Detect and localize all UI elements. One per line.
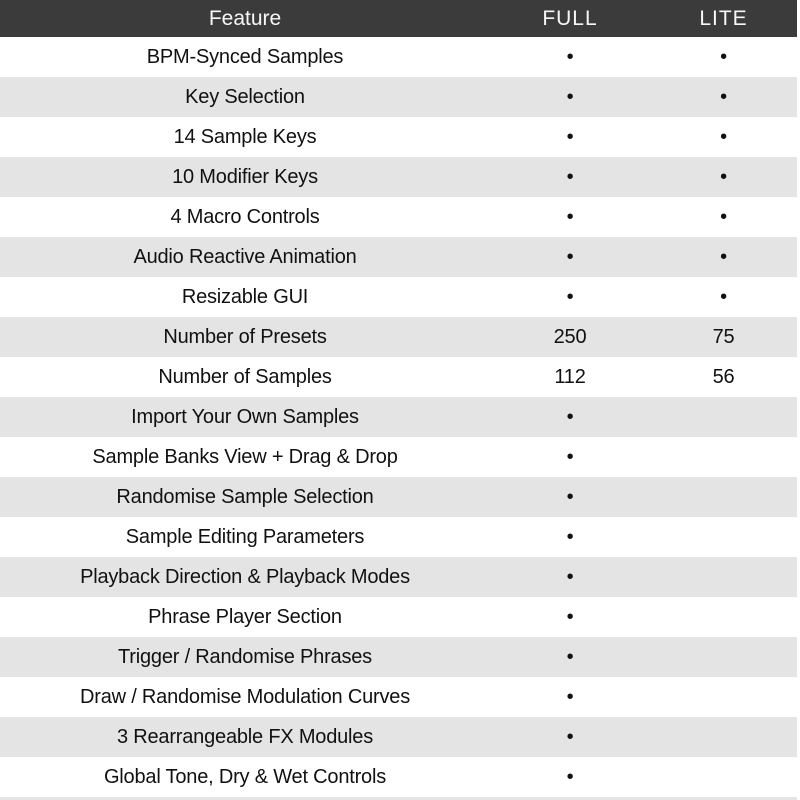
table-row — [0, 757, 797, 797]
table-row — [0, 117, 797, 157]
feature-label: Sample Editing Parameters — [125, 525, 365, 548]
feature-label: BPM-Synced Samples — [146, 45, 344, 68]
table-row — [0, 237, 797, 277]
feature-label: 3 Rearrangeable FX Modules — [116, 725, 374, 748]
lite-value: • — [720, 285, 727, 308]
lite-value: 56 — [712, 365, 735, 388]
table-row — [0, 637, 797, 677]
table-row — [0, 557, 797, 597]
feature-label: Resizable GUI — [181, 285, 309, 308]
full-value: • — [566, 565, 574, 588]
full-value: • — [566, 165, 574, 188]
header-full: FULL — [542, 6, 598, 30]
full-value: 250 — [553, 325, 587, 348]
full-value: • — [566, 245, 574, 268]
header-feature: Feature — [208, 6, 282, 30]
feature-label: 10 Modifier Keys — [172, 165, 318, 188]
table-row — [0, 197, 797, 237]
table-row — [0, 37, 797, 77]
full-value: • — [566, 765, 574, 788]
table-body — [0, 37, 797, 797]
feature-label: Global Tone, Dry & Wet Controls — [103, 765, 387, 788]
full-value: • — [566, 725, 574, 748]
feature-label: Phrase Player Section — [148, 605, 342, 628]
feature-label: Audio Reactive Animation — [133, 245, 357, 268]
header-lite: LITE — [699, 6, 748, 30]
feature-label: Randomise Sample Selection — [116, 485, 374, 508]
full-value: • — [566, 85, 574, 108]
lite-value: • — [720, 205, 727, 228]
lite-value: • — [720, 245, 727, 268]
full-value: • — [566, 405, 574, 428]
table-row — [0, 317, 797, 357]
table-row — [0, 437, 797, 477]
full-value: • — [566, 525, 574, 548]
feature-label: Key Selection — [185, 85, 305, 108]
table-row — [0, 77, 797, 117]
full-value: • — [566, 285, 574, 308]
lite-value: 75 — [712, 325, 735, 348]
full-value: • — [566, 645, 574, 668]
feature-label: Trigger / Randomise Phrases — [118, 645, 372, 668]
table-row — [0, 677, 797, 717]
table-row — [0, 357, 797, 397]
table-row — [0, 717, 797, 757]
feature-label: 14 Sample Keys — [173, 125, 317, 148]
feature-label: Number of Samples — [158, 365, 332, 388]
table-row — [0, 597, 797, 637]
table-row — [0, 277, 797, 317]
feature-label: Number of Presets — [163, 325, 327, 348]
lite-value: • — [720, 165, 727, 188]
table-row — [0, 517, 797, 557]
table-row — [0, 397, 797, 437]
lite-value: • — [720, 45, 727, 68]
full-value: • — [566, 605, 574, 628]
table-row — [0, 477, 797, 517]
full-value: • — [566, 485, 574, 508]
full-value: • — [566, 205, 574, 228]
full-value: • — [566, 45, 574, 68]
feature-label: Sample Banks View + Drag & Drop — [92, 445, 398, 468]
full-value: • — [566, 445, 574, 468]
lite-value: • — [720, 125, 727, 148]
feature-label: Playback Direction & Playback Modes — [80, 565, 410, 588]
full-value: 112 — [554, 365, 586, 388]
table-header-row — [0, 0, 797, 37]
feature-label: Draw / Randomise Modulation Curves — [79, 685, 410, 708]
feature-label: 4 Macro Controls — [170, 205, 320, 228]
feature-label: Import Your Own Samples — [131, 405, 359, 428]
full-value: • — [566, 125, 574, 148]
full-value: • — [566, 685, 574, 708]
table-row — [0, 157, 797, 197]
lite-value: • — [720, 85, 727, 108]
